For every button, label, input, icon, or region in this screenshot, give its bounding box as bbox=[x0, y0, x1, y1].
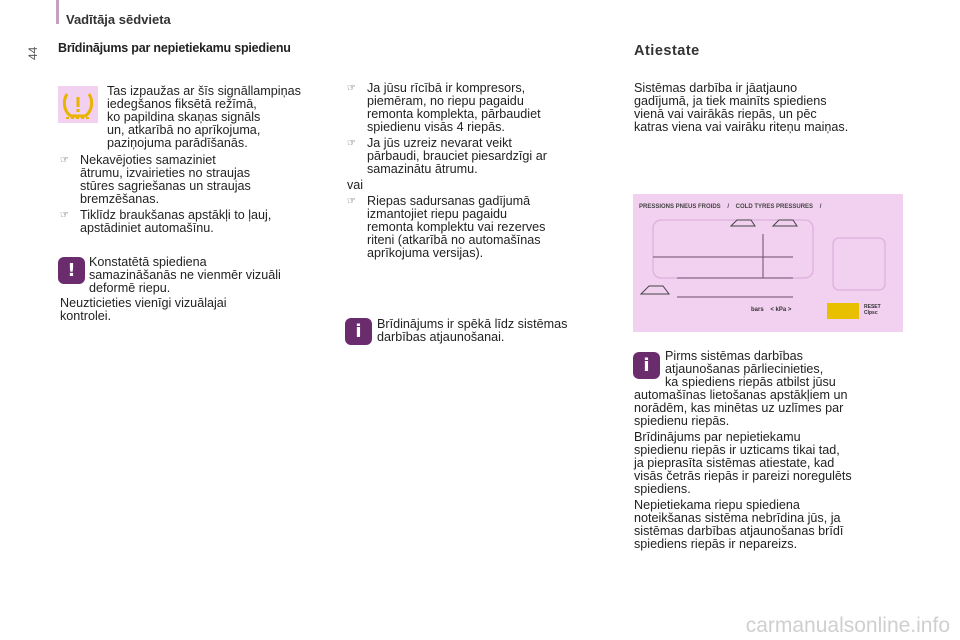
left-heading: Brīdinājums par nepietiekamu spiedienu bbox=[58, 41, 291, 55]
right-intro: Sistēmas darbība ir jāatjauno gadījumā, ja tiek mainīts spiediens vienā vai vairākās riepās, un pēc katras viena vai vairāku riteņu maiņas. bbox=[634, 81, 849, 134]
pointing-hand-icon: ☞ bbox=[60, 210, 69, 221]
label-reset: RESET Clpsc bbox=[864, 304, 881, 316]
middle-bullet-list bbox=[347, 82, 617, 260]
info-warning-icon: ! bbox=[58, 257, 85, 284]
or-text: vai bbox=[347, 178, 364, 192]
tyre-pressure-lamp-icon bbox=[58, 86, 98, 123]
right-warning-rest: automašīnas lietošanas apstākļiem un norādēm, kas minētas uz uzlīmes par spiedienu riepās. bbox=[634, 388, 848, 428]
section-bar bbox=[56, 0, 59, 24]
info-warning-icon: i bbox=[633, 352, 660, 379]
lamp-text: Tas izpaužas ar šīs signāllampiņas iedegšanos fiksētā režīmā, ko papildina skaņas signāls un, atkarībā no aprīkojuma, paziņojuma parādīšanās. bbox=[107, 84, 301, 150]
middle-warning-text: Brīdinājums ir spēkā līdz sistēmas darbības atjaunošanai. bbox=[377, 317, 568, 344]
right-warning-lead: Pirms sistēmas darbības atjaunošanas pārliecinieties, ka spiediens riepās atbilst jūsu bbox=[665, 349, 836, 389]
list-item: ☞ Riepas sadursanas gadījumā izmantojiet riepu pagaidu remonta komplektu vai rezerves riteni (atkarībā no automašīnas aprīkojuma versijas). bbox=[347, 194, 546, 260]
right-paragraph-3: Nepietiekama riepu spiediena noteikšanas sistēma nebrīdina jūs, ja sistēmas darbības atjaunošanas brīdī spiediens riepās ir nepareizs. bbox=[634, 498, 844, 551]
watermark: carmanualsonline.info bbox=[745, 614, 950, 637]
list-item: ☞ Ja jūsu rīcībā ir kompresors, piemēram, no riepu pagaidu remonta komplekta, pārbaudiet spiedienu visās 4 riepās. bbox=[347, 81, 541, 134]
section-title: Vadītāja sēdvieta bbox=[66, 12, 171, 27]
pointing-hand-icon: ☞ bbox=[347, 83, 356, 94]
list-item: ☞ Tiklīdz braukšanas apstākļi to ļauj, apstādiniet automašīnu. bbox=[60, 208, 272, 235]
info-warning-icon: i bbox=[345, 318, 372, 345]
right-heading: Atiestate bbox=[634, 43, 700, 59]
pointing-hand-icon: ☞ bbox=[347, 138, 356, 149]
tyre-pressure-label bbox=[633, 194, 903, 332]
pointing-hand-icon: ☞ bbox=[347, 196, 356, 207]
left-bullet-list bbox=[60, 154, 330, 235]
page-number: 44 bbox=[26, 46, 40, 60]
right-paragraph-2: Brīdinājums par nepietiekamu spiedienu riepās ir uzticams tikai tad, ja pieprasīta sistēmas atiestate, kad visās četrās riepās ir pareizi noregulēts spiediens. bbox=[634, 430, 852, 496]
list-item: ☞ Ja jūs uzreiz nevarat veikt pārbaudi, brauciet piesardzīgi ar samazinātu ātrumu. bbox=[347, 136, 547, 176]
label-title: PRESSIONS PNEUS FROIDS / COLD TYRES PRESSURES / bbox=[639, 204, 822, 210]
left-note: Neuzticieties vienīgi vizuālajai kontrolei. bbox=[60, 296, 227, 323]
pointing-hand-icon: ☞ bbox=[60, 155, 69, 166]
left-warning-text: Konstatētā spiediena samazināšanās ne vienmēr vizuāli deformē riepu. bbox=[89, 255, 281, 295]
list-item: ☞ Nekavējoties samaziniet ātrumu, izvairieties no straujas stūres sagriešanas un straujas bremzēšanas. bbox=[60, 153, 251, 206]
label-units: bars < kPa > bbox=[751, 307, 792, 313]
